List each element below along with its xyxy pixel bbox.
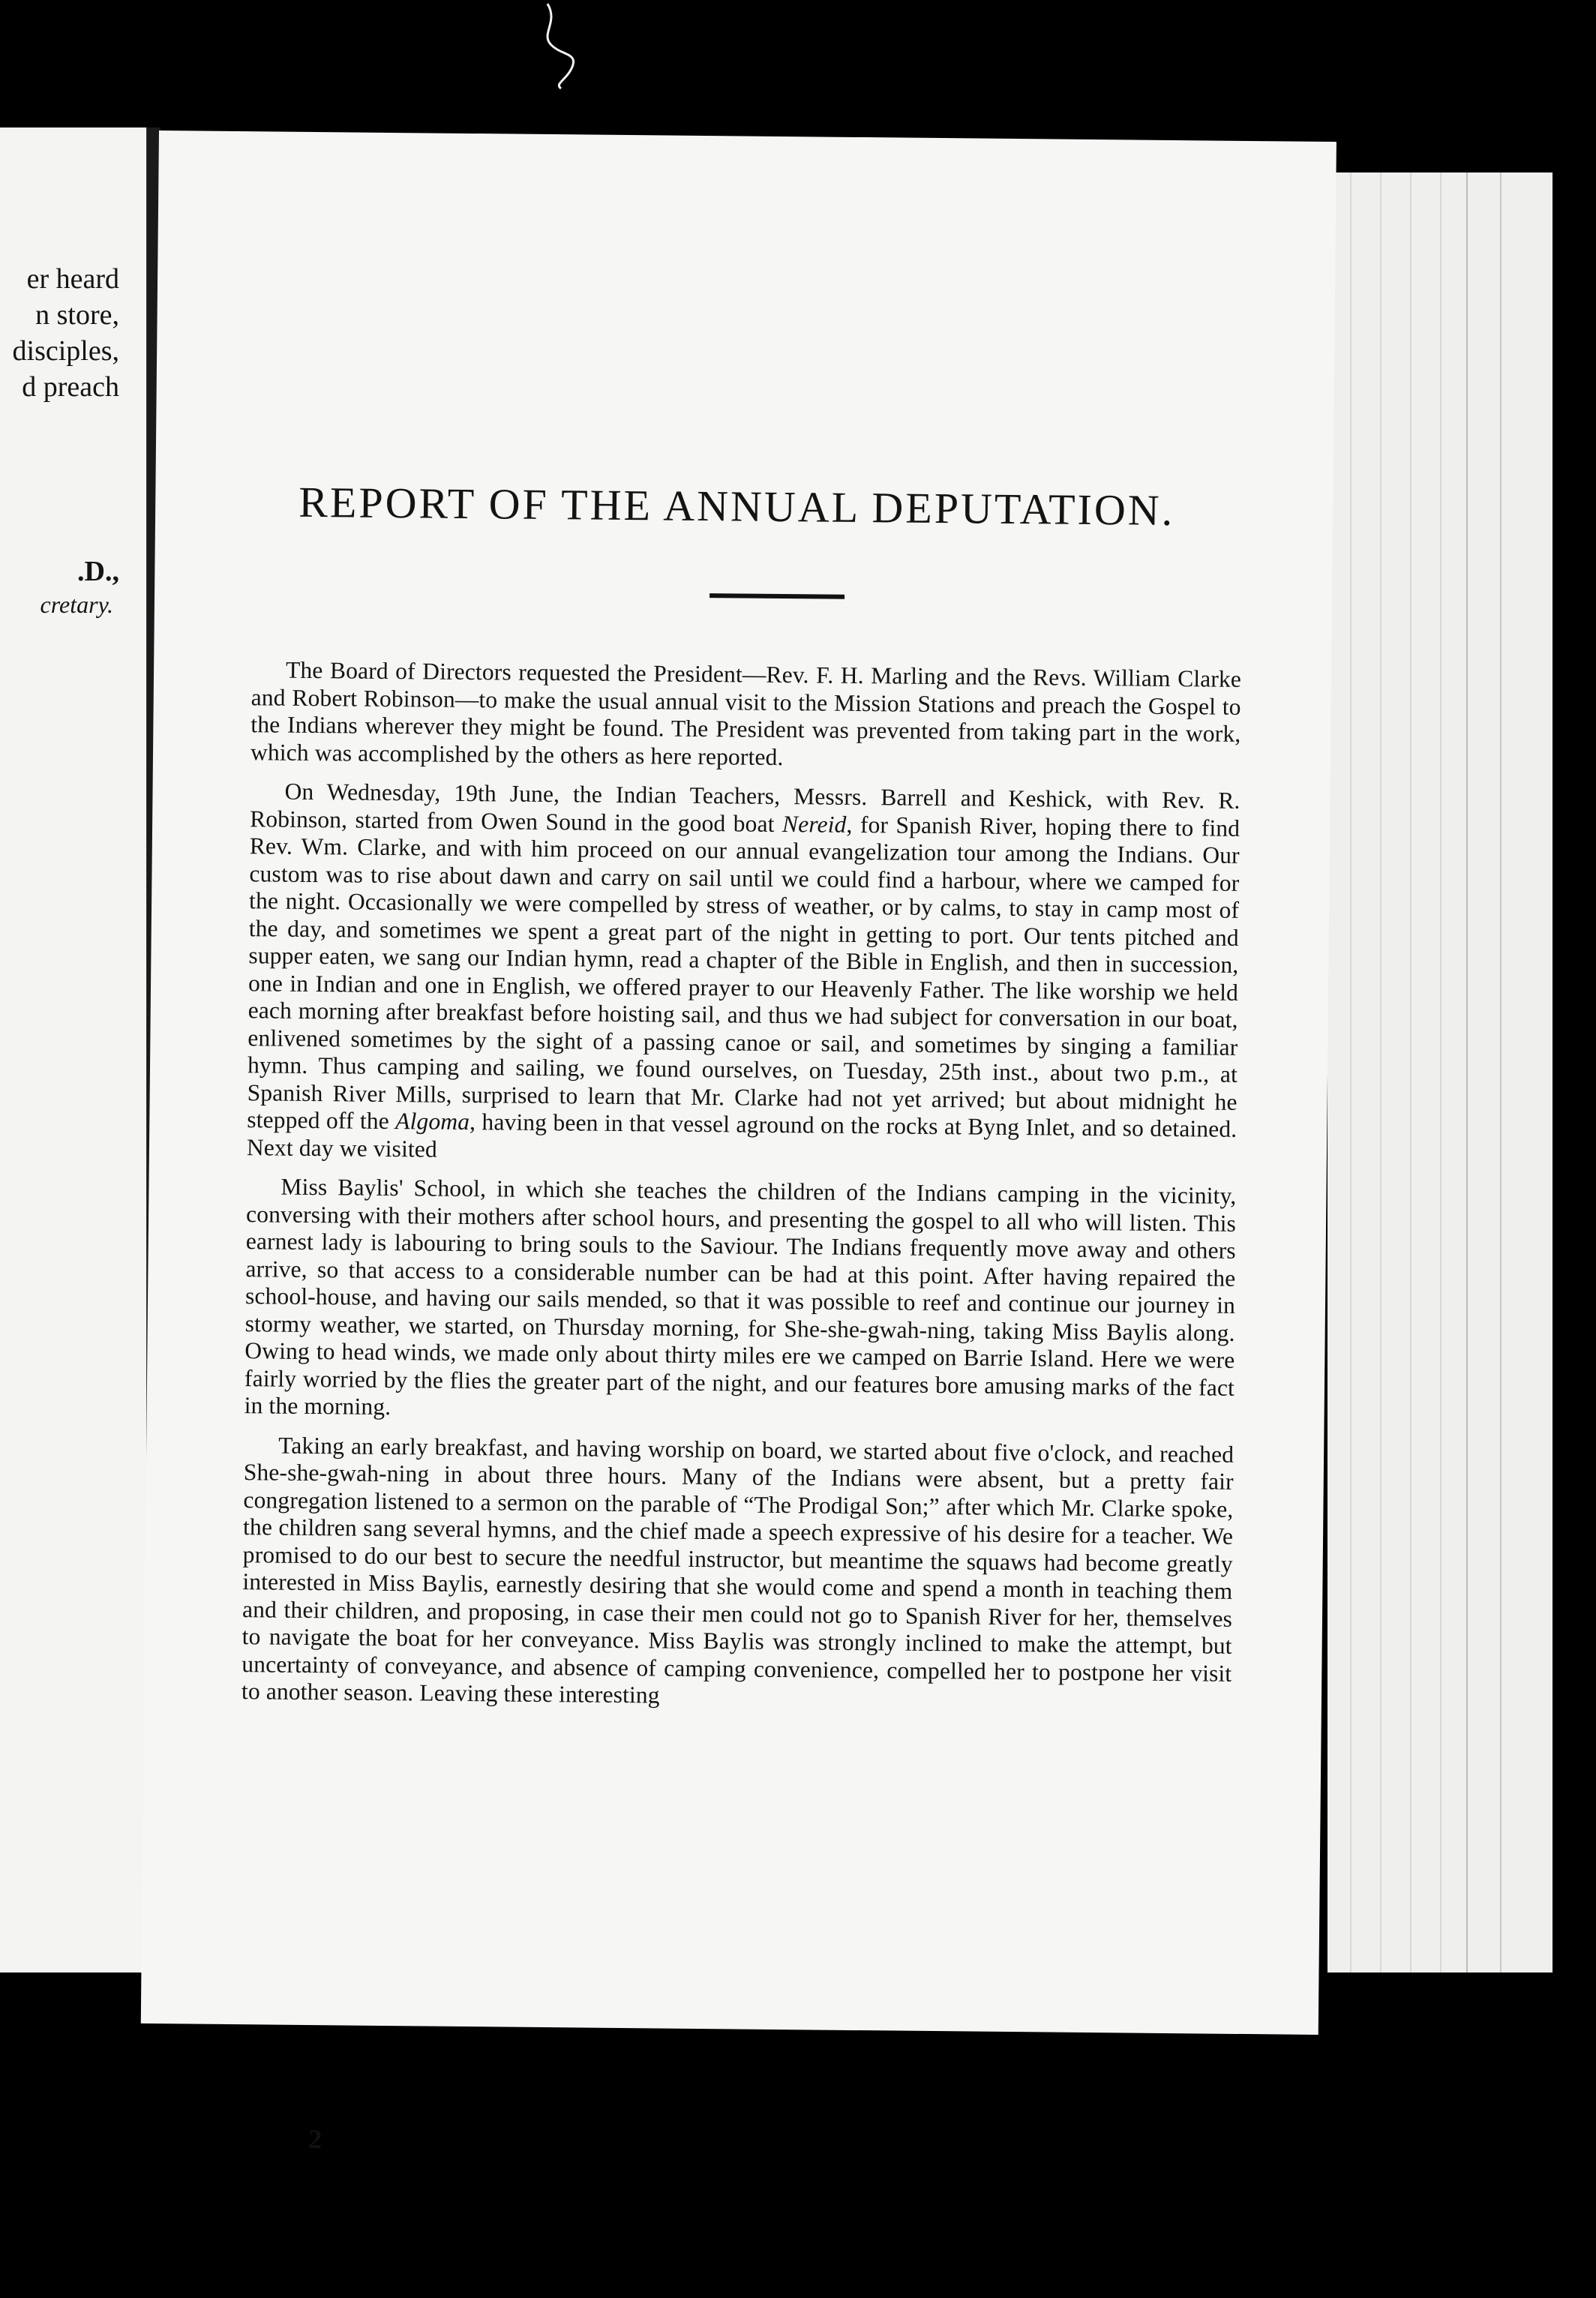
paragraph-2: On Wednesday, 19th June, the Indian Teachers, Messrs. Barrell and Keshick, with Rev. R. Robinson, started from Owen Sound in the good boat Nereid, for Spanish River, hoping there to find Rev. Wm. Clarke, and with him proceed on our annual evangelization tour among the Indians. Our custom was to rise about dawn and carry on sail until we could find a harbour, where we camped for the night. Occasionally we were compelled by stress of weather, or by calms, to stay in camp most of the day, and sometimes we spent a great part of the night in getting to port. Our tents pitched and supper eaten, we sang our Indian hymn, read a chapter of the Bible in English, and then in succession, one in Indian and one in English, we offered prayer to our Heavenly Father. The like worship we held each morning after breakfast before hoisting sail, and thus we had subject for conversation in our boat, enlivened sometimes by the sight of a passing canoe or sail, and sometimes by singing a familiar hymn. Thus camping and sailing, we found ourselves, on Tuesday, 25th inst., about two p.m., at Spanish River Mills, surprised to learn that Mr. Clarke had not yet arrived; but about midnight he stepped off the Algoma, having been in that vessel aground on the rocks at Byng Inlet, and so detained. Next day we visited — [246, 778, 1240, 1162]
book-page-edges — [1328, 172, 1552, 1972]
left-fragment-3: disciples, — [12, 335, 119, 367]
boat-name-nereid: Nereid — [782, 810, 847, 838]
left-fragment-4: d preach — [22, 371, 119, 403]
scan-hair-artifact — [518, 0, 608, 90]
paragraph-3: Miss Baylis' School, in which she teaches the children of the Indians camping in the vicinity, conversing with their mothers after school hours, and presenting the gospel to all who will listen. This earnest lady is labouring to bring souls to the Saviour. The Indians frequently move away and others arrive, so that access to a considerable number can be had at this point. After having repaired the school-house, and having our sails mended, so that it was possible to reef and continue our journey in stormy weather, we started, on Thursday morning, for She-she-gwah-ning, taking Miss Baylis along. Owing to head winds, we made only about thirty miles ere we camped on Barrie Island. Here we were fairly worried by the flies the greater part of the night, and our features bore amusing marks of the fact in the morning. — [244, 1173, 1237, 1420]
left-fragment-6: cretary. — [40, 591, 113, 618]
boat-name-algoma: Algoma — [395, 1108, 470, 1136]
page-number: 2 — [308, 2124, 322, 2155]
left-fragment-1: er heard — [26, 263, 119, 295]
title-rule — [710, 593, 844, 599]
right-page — [141, 130, 1336, 2155]
left-page — [0, 128, 149, 1972]
left-fragment-5: .D., — [77, 556, 119, 587]
paragraph-1: The Board of Directors requested the President—Rev. F. H. Marling and the Revs. William Clarke and Robert Robinson—to make the usual annual visit to the Mission Stations and preach the Gospel to the Indians wherever they might be found. The President was prevented from taking part in the work, which was accomplished by the others as here reported. — [250, 656, 1242, 770]
paragraph-4: Taking an early breakfast, and having worship on board, we started about five o'clock, and reached She-she-gwah-ning in about three hours. Many of the Indians were absent, but a pretty fair congregation listened to a sermon on the parable of “The Prodigal Son;” after which Mr. Clarke spoke, the children sang several hymns, and the chief made a speech expressive of his desire for a teacher. We promised to do our best to secure the needful instructor, but meantime the squaws had become greatly interested in Miss Baylis, earnestly desiring that she would come and spend a month in teaching them and their children, and proposing, in case their men could not go to Spanish River for her, themselves to navigate the boat for her conveyance. Miss Baylis was strongly inclined to make the attempt, but uncertainty of conveyance, and absence of camping convenience, compelled her to postpone her visit to another season. Leaving these interesting — [241, 1432, 1234, 1708]
left-fragment-2: n store, — [35, 299, 119, 331]
page-title: REPORT OF THE ANNUAL DEPUTATION. — [298, 477, 1175, 536]
report-body — [242, 656, 1242, 1726]
